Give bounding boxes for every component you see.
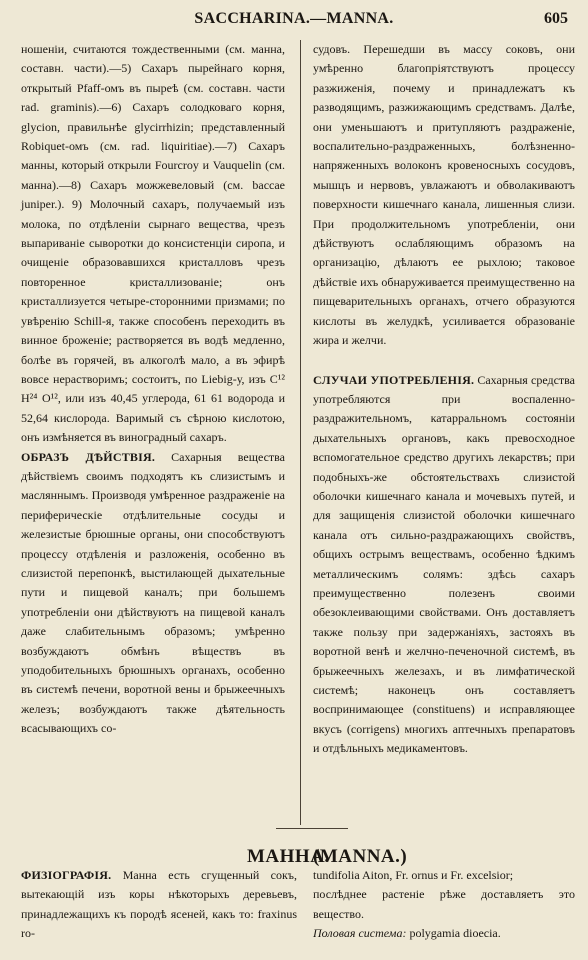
sexual-system-label: Половая система:	[313, 926, 407, 941]
manna-title: МАННА.	[247, 846, 330, 867]
column-divider	[300, 40, 301, 825]
left-column	[21, 40, 285, 739]
left-paragraph-1: ношеніи, считаются тождественными (см. манна, составн. части).—5) Сахаръ пырейнаго корня, открытый Pfaff-омъ въ пыреѣ (см. составн. части rad. graminis).—6) Сахаръ солодковаго корня, glycion, правильнѣе glycirrhizin; представленный Robiquet-омъ (см. rad. liquiritiae).—7) Сахаръ манны, который открыли Fourcroy и Vauquelin (см. манна).—8) Сахаръ можжевеловый (см. baccae juniper.). 9) Молочный сахаръ, получаемый изъ молока, по отдѣленіи сырнаго вещества, чрезъ выпариваніе сыворотки до консистенціи сиропа, и очищеніе образовавшихся кристалловъ чрезъ повторенное кристаллизованіе; онъ кристаллизуется четыре-сторонними призмами; по увѣренію Schill-я, также способенъ переходить въ винное броженіе; растворяется въ водѣ медленно, болѣе въ горячей, въ алкоголѣ мало, а въ эфирѣ вовсе нерастворимъ; состоитъ, по Liebig-у, изъ C¹² H²⁴ O¹², или изъ 40,45 углерода, 61 61 водорода и 52,64 кислорода. Варимый съ сѣрною кислотою, онъ измѣняется въ виноградный сахаръ.	[21, 42, 285, 445]
physiography-heading: ФИЗІОГРАФІЯ.	[21, 868, 112, 882]
action-section-body: Сахарныя вещества дѣйствіемъ своимъ подходятъ къ слизистымъ и масляннымъ. Производя умѣренное раздраженіе на периферическіе отдѣлительные сосуды и железистые брюшные органы, они способствуютъ процессу отдѣленія и разложенія, особенно въ слизистой перепонкѣ, выстилающей дыхательные пути и пищевой каналъ; при большемъ употребленіи они дѣйствуютъ на пищевой каналъ даже слабительнымъ образомъ; умѣренно возбуждаютъ обмѣнъ вѣществъ въ уподобительныхъ брюшныхъ органахъ, особенно въ системѣ печени, воротной вены и брыжеечныхъ железъ; возбуждаютъ также дѣятельность всасывающихъ со-	[21, 449, 285, 736]
running-header	[0, 10, 588, 36]
right-paragraph-2	[313, 371, 575, 759]
usage-section-body: Сахарныя средства употребляются при воспаленно-раздражительномъ, катарральномъ состояніи дыхательныхъ органовъ, какъ превосходное вспомогательное средство другихъ лекарствъ; при подобныхъ-же обстоятельствахъ слизистой оболочки кишечнаго канала и мочевыхъ путей, и для защищенія слизистой оболочки кишечнаго канала отъ сильно-раздражающихъ свойствъ, общихъ острымъ веществамъ, особенно ѣдкимъ металлическимъ солямъ: здѣсь сахаръ преимущественно полезенъ своими обезоклеивающими свойствами. Онъ доставляетъ также пользу при задержаніяхъ, застояхъ въ воротной венѣ и желчно-печеночной системѣ, въ брыжеечныхъ железахъ, и въ лимфатической системѣ; наконецъ онъ составляетъ воспринимающее (constituens) и исправляющее вкусъ (corrigens) многихъ аптечныхъ препаратовъ и отдѣльныхъ медикаментовъ.	[313, 372, 576, 756]
species-block	[313, 866, 575, 944]
species-note: послѣднее растеніе рѣже доставляетъ это вещество.	[313, 887, 575, 921]
action-section-heading: ОБРАЗЪ ДѢЙСТВІЯ.	[21, 449, 156, 464]
usage-section-heading: СЛУЧАИ УПОТРЕБЛЕНІЯ.	[313, 372, 475, 387]
physiography-body: Манна есть сгущенный сокъ, вытекающій изъ коры нѣкоторыхъ деревьевъ, принадлежащихъ къ породѣ ясеней, какъ то: fraxinus ro-	[21, 868, 298, 941]
sexual-system-value: polygamia dioecia.	[409, 926, 501, 941]
right-column	[313, 40, 575, 759]
manna-latin-title: (MANNA.)	[313, 846, 408, 867]
species-line: tundifolia Aiton, Fr. ornus и Fr. excelsior;	[313, 868, 514, 882]
page-number: 605	[544, 10, 568, 27]
right-paragraph-1: судовъ. Перешедши въ массу соковъ, они умѣренно благопріятствуютъ процессу разжиженія, почему и принадлежатъ къ разводящимъ, разжижающимъ средствамъ. Далѣе, они уменьшаютъ и притупляютъ раздраженіе, воспалительно-раздраженныхъ, болѣзненно-напряженныхъ волоконъ кровеносныхъ сосудовъ, мышцъ и нервовъ, увлажаютъ и обволакиваютъ поверхности кишечнаго канала, лишенныя слизи. При продолжительномъ употребленіи, они дѣйствуютъ ослабляющимъ образомъ на организацію, дѣлаютъ ее рыхлою; таковое дѣйствіе ихъ обнаруживается преимущественно на пищеварительныхъ органахъ, отчего образуются кислоты въ желудкѣ, усиливается образованіе жира и желчи.	[313, 42, 575, 348]
sexual-system-line	[313, 924, 575, 943]
physiography-block	[21, 866, 297, 944]
page-title: SACCHARINA.—MANNA.	[194, 10, 394, 27]
section-divider	[276, 828, 348, 829]
left-paragraph-2	[21, 448, 285, 739]
